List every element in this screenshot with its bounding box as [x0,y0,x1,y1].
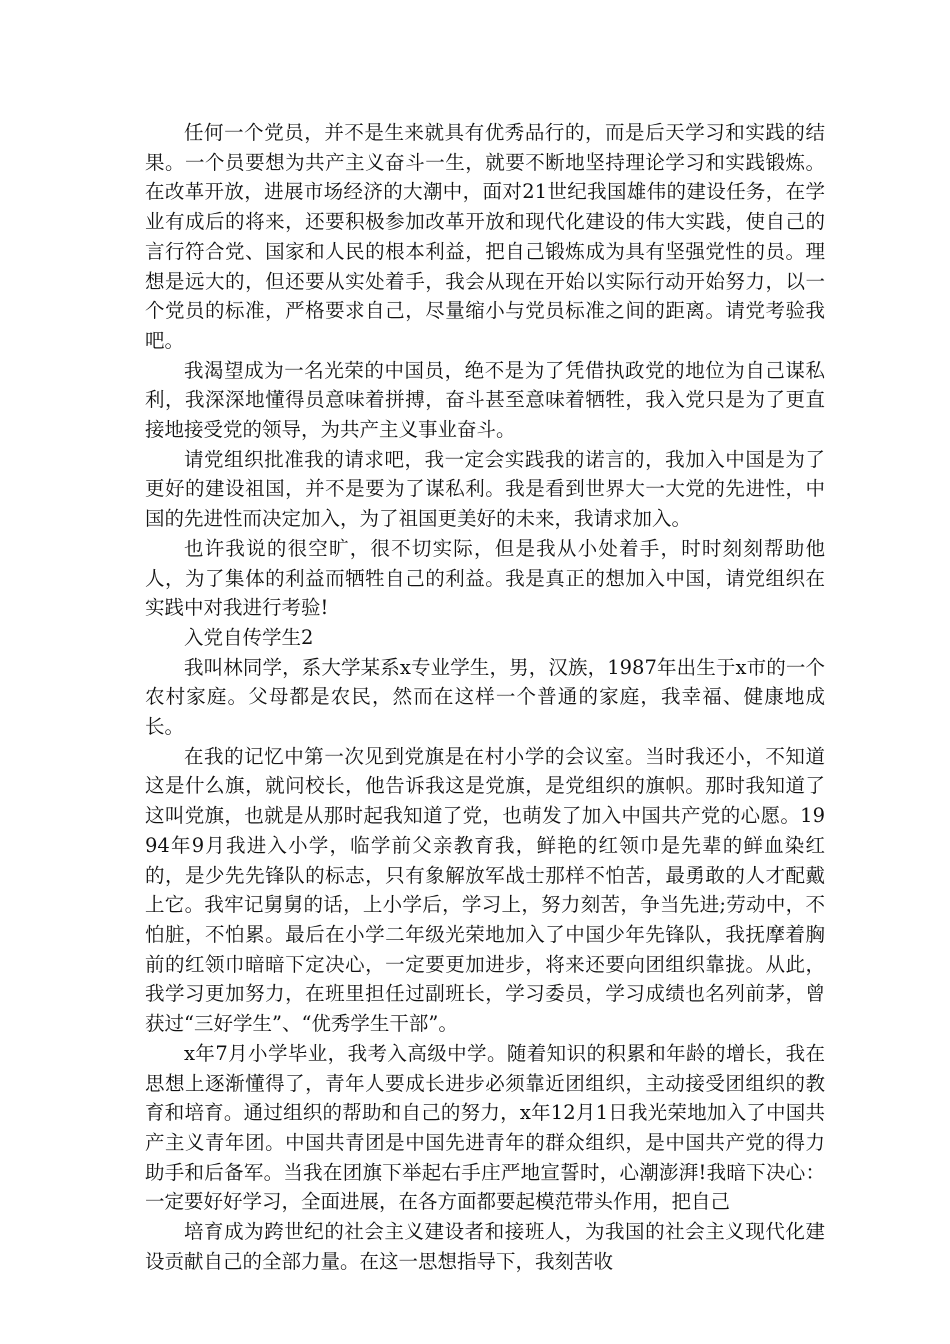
paragraph-8: 培育成为跨世纪的社会主义建设者和接班人，为我国的社会主义现代化建设贡献自己的全部力量。在这一思想指导下，我刻苦收 [145,1220,825,1273]
paragraph-7: x年7月小学毕业，我考入高级中学。随着知识的积累和年龄的增长，我在思想上逐渐懂得了，青年人要成长进步必须靠近团组织，主动接受团组织的教育和培育。通过组织的帮助和自己的努力，x年12月1日我光荣地加入了中国共产主义青年团。中国共青团是中国先进青年的群众组织，是中国共产党的得力助手和后备军。当我在团旗下举起右手庄严地宣誓时，心潮澎湃!我暗下决心：一定要好好学习，全面进展，在各方面都要起模范带头作用，把自己 [145,1041,825,1214]
paragraph-2: 我渴望成为一名光荣的中国员，绝不是为了凭借执政党的地位为自己谋私利，我深深地懂得员意味着拼搏，奋斗甚至意味着牺牲，我入党只是为了更直接地接受党的领导，为共产主义事业奋斗。 [145,358,825,442]
paragraph-1: 任何一个党员，并不是生来就具有优秀品行的，而是后天学习和实践的结果。一个员要想为共产主义奋斗一生，就要不断地坚持理论学习和实践锻炼。在改革开放，进展市场经济的大潮中，面对21世纪我国雄伟的建设任务，在学业有成后的将来，还要积极参加改革开放和现代化建设的伟大实践，使自己的言行符合党、国家和人民的根本利益，把自己锻炼成为具有坚强党性的员。理想是远大的，但还要从实处着手，我会从现在开始以实际行动开始努力，以一个党员的标准，严格要求自己，尽量缩小与党员标准之间的距离。请党考验我吧。 [145,121,825,352]
paragraph-3: 请党组织批准我的请求吧，我一定会实践我的诺言的，我加入中国是为了更好的建设祖国，并不是要为了谋私利。我是看到世界大一大党的先进性，中国的先进性而决定加入，为了祖国更美好的未来，我请求加入。 [145,447,825,531]
document-body [145,118,825,1276]
paragraph-4: 也许我说的很空旷，很不切实际，但是我从小处着手，时时刻刻帮助他人，为了集体的利益而牺牲自己的利益。我是真正的想加入中国，请党组织在实践中对我进行考验! [145,536,825,620]
paragraph-5: 我叫林同学，系大学某系x专业学生，男，汉族，1987年出生于x市的一个农村家庭。父母都是农民，然而在这样一个普通的家庭，我幸福、健康地成长。 [145,655,825,739]
section-heading: 入党自传学生2 [184,625,314,649]
paragraph-6: 在我的记忆中第一次见到党旗是在村小学的会议室。当时我还小，不知道这是什么旗，就问校长，他告诉我这是党旗，是党组织的旗帜。那时我知道了这叫党旗，也就是从那时起我知道了党，也萌发了加入中国共产党的心愿。1994年9月我进入小学，临学前父亲教育我，鲜艳的红领巾是先辈的鲜血染红的，是少先先锋队的标志，只有象解放军战士那样不怕苦，最勇敢的人才配戴上它。我牢记舅舅的话，上小学后，学习上，努力刻苦，争当先进;劳动中，不怕脏，不怕累。最后在小学二年级光荣地加入了中国少年先锋队，我抚摩着胸前的红领巾暗暗下定决心，一定要更加进步，将来还要向团组织靠拢。从此，我学习更加努力，在班里担任过副班长，学习委员，学习成绩也名列前茅，曾获过“三好学生”、“优秀学生干部”。 [145,744,825,1036]
